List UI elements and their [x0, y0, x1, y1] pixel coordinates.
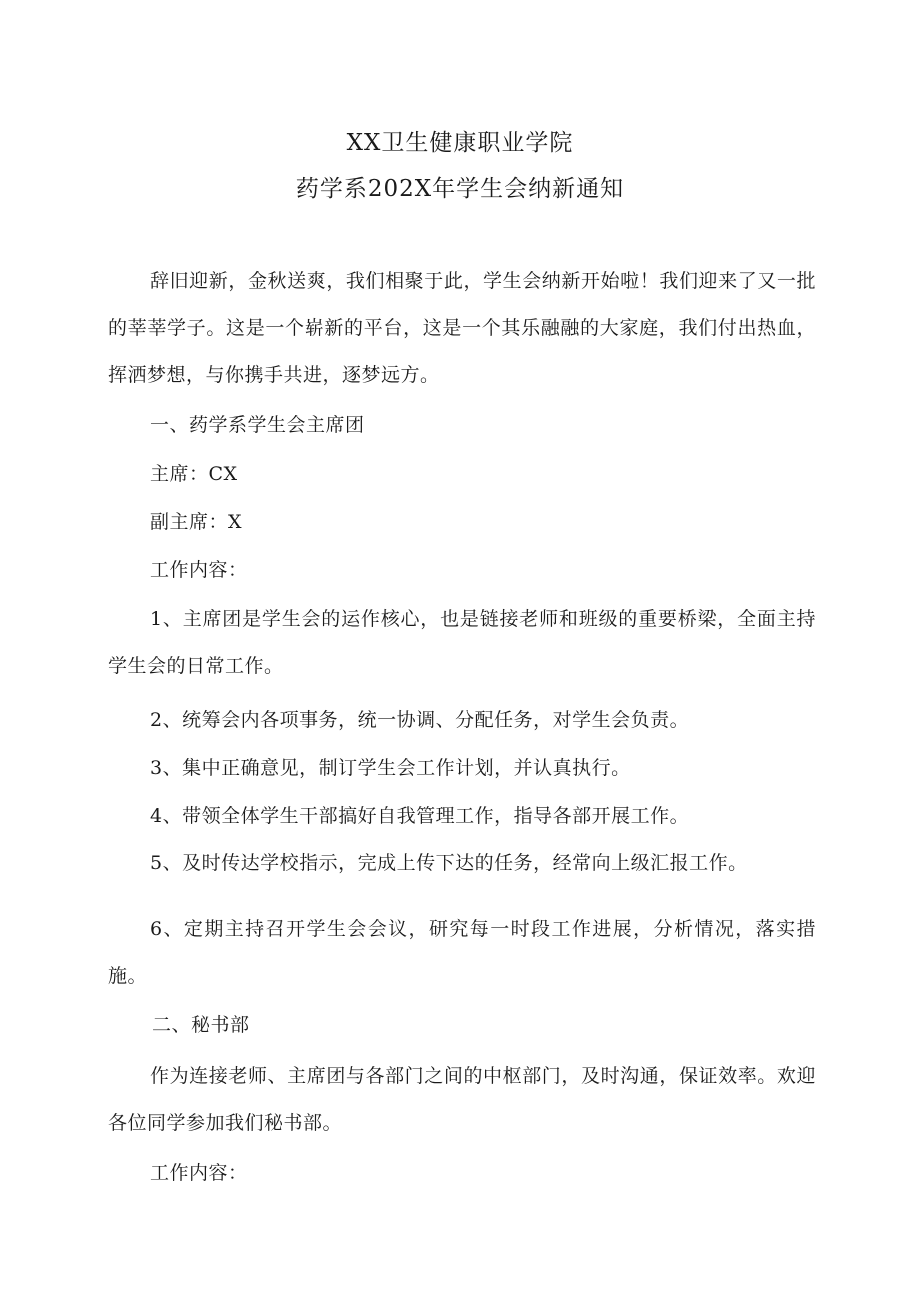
- chairman-line: 主席：CX: [150, 463, 238, 485]
- intro-paragraph: 辞旧迎新，金秋送爽，我们相聚于此，学生会纳新开始啦！我们迎来了又一批的莘莘学子。这是一个崭新的平台，这是一个其乐融融的大家庭，我们付出热血，挥洒梦想，与你携手共进，逐梦远方。: [108, 270, 816, 386]
- section1-item-6: 6、定期主持召开学生会会议，研究每一时段工作进展，分析情况，落实措施。: [108, 918, 816, 987]
- document-title-school: XX卫生健康职业学院: [346, 130, 574, 156]
- vice-chairman-line: 副主席：X: [150, 511, 243, 533]
- section1-item-2: 2、统筹会内各项事务，统一协调、分配任务，对学生会负责。: [150, 709, 690, 731]
- section2-work-label: 工作内容：: [150, 1162, 248, 1184]
- section1-item-3: 3、集中正确意见，制订学生会工作计划，并认真执行。: [150, 757, 631, 779]
- section1-heading: 一、药学系学生会主席团: [150, 414, 365, 436]
- section2-description: 作为连接老师、主席团与各部门之间的中枢部门，及时沟通，保证效率。欢迎各位同学参加我们秘书部。: [108, 1065, 816, 1134]
- section1-item-5: 5、及时传达学校指示，完成上传下达的任务，经常向上级汇报工作。: [150, 852, 748, 874]
- section1-item-1: 1、主席团是学生会的运作核心，也是链接老师和班级的重要桥梁，全面主持学生会的日常工作。: [108, 608, 816, 677]
- section1-work-label: 工作内容：: [150, 559, 248, 581]
- document-title-notice: 药学系202X年学生会纳新通知: [295, 176, 625, 202]
- section2-heading: 二、秘书部: [152, 1014, 250, 1036]
- section1-item-4: 4、带领全体学生干部搞好自我管理工作，指导各部开展工作。: [150, 805, 690, 827]
